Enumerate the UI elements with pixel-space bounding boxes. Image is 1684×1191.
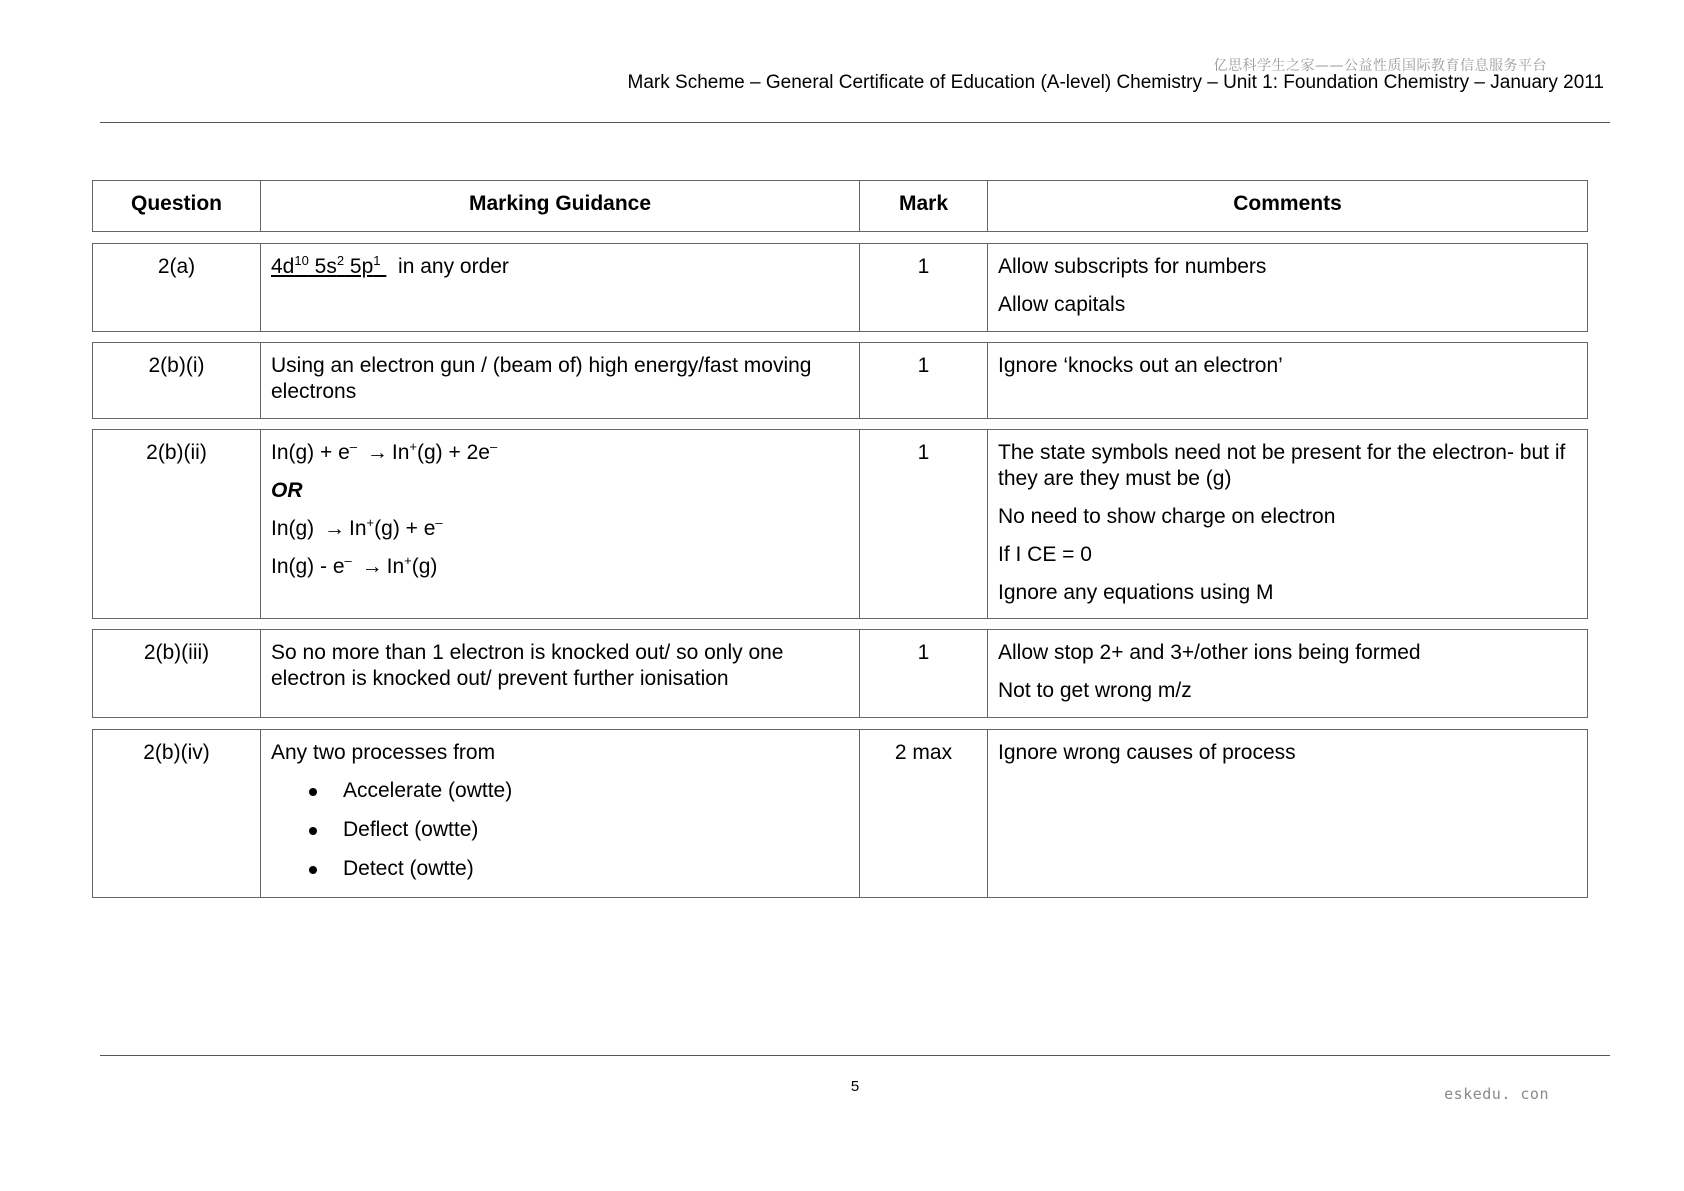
marking-guidance: Using an electron gun / (beam of) high energy/fast moving electrons	[261, 343, 860, 419]
header-rule	[100, 122, 1610, 123]
list-item: Deflect (owtte)	[309, 817, 849, 843]
comment-line: Ignore ‘knocks out an electron’	[998, 354, 1283, 377]
comments-cell	[988, 630, 1588, 718]
marking-guidance	[261, 430, 860, 619]
question-number: 2(b)(i)	[93, 343, 261, 419]
column-header-guidance: Marking Guidance	[261, 181, 860, 232]
comment-line: No need to show charge on electron	[998, 505, 1336, 528]
question-number: 2(b)(iii)	[93, 630, 261, 718]
question-number: 2(b)(ii)	[93, 430, 261, 619]
comments-cell	[988, 343, 1588, 419]
guidance-intro: Any two processes from	[271, 741, 496, 764]
ionisation-equation: In(g) - e– → In+(g)	[271, 553, 438, 578]
mark-value: 1	[860, 430, 988, 619]
list-item: Accelerate (owtte)	[309, 778, 849, 804]
column-header-comments: Comments	[988, 181, 1588, 232]
comment-line: Ignore any equations using M	[998, 581, 1274, 604]
header-title: Mark Scheme – General Certificate of Education (A-level) Chemistry – Unit 1: Foundation Chemistry – January 2011	[627, 72, 1604, 93]
comment-line: Allow subscripts for numbers	[998, 255, 1267, 278]
column-header-mark: Mark	[860, 181, 988, 232]
table-row	[92, 342, 1588, 419]
table-row	[92, 429, 1588, 619]
comments-cell	[988, 430, 1588, 619]
mark-value: 1	[860, 244, 988, 332]
or-separator: OR	[271, 479, 303, 502]
mark-value: 1	[860, 630, 988, 718]
process-list	[271, 778, 849, 882]
marking-guidance	[261, 730, 860, 898]
comment-line: The state symbols need not be present for the electron- but if they are they must be (g)	[998, 441, 1566, 490]
comment-line: Allow capitals	[998, 293, 1126, 316]
bullet-icon	[309, 788, 317, 796]
mark-value: 1	[860, 343, 988, 419]
comment-line: If I CE = 0	[998, 543, 1092, 566]
table-row	[92, 729, 1588, 898]
footer-rule	[100, 1055, 1610, 1056]
ionisation-equation: In(g) + e– → In+(g) + 2e–	[271, 439, 498, 464]
column-header-table	[92, 180, 1588, 232]
footer-watermark: eskedu. con	[1444, 1085, 1549, 1103]
marking-guidance	[261, 244, 860, 332]
right-arrow-icon: →	[366, 441, 388, 464]
comments-cell	[988, 730, 1588, 898]
page-number: 5	[850, 1078, 860, 1095]
electron-configuration: $4d^{10}$ $5s^2$ $5p^1$	[271, 253, 381, 278]
comments-cell	[988, 244, 1588, 332]
right-arrow-icon: →	[324, 517, 346, 540]
header-watermark: 亿思科学生之家——公益性质国际教育信息服务平台	[1213, 58, 1547, 74]
comment-line: Allow stop 2+ and 3+/other ions being formed	[998, 641, 1421, 664]
column-header-question: Question	[93, 181, 261, 232]
comment-line: Ignore wrong causes of process	[998, 741, 1296, 764]
comment-line: Not to get wrong m/z	[998, 679, 1192, 702]
ionisation-equation: In(g) → In+(g) + e–	[271, 515, 443, 540]
question-number: 2(a)	[93, 244, 261, 332]
table-row	[92, 629, 1588, 718]
mark-value: 2 max	[860, 730, 988, 898]
marking-guidance: So no more than 1 electron is knocked out/ so only one electron is knocked out/ prevent further ionisation	[261, 630, 860, 718]
bullet-icon	[309, 827, 317, 835]
right-arrow-icon: →	[361, 555, 383, 578]
bullet-icon	[309, 866, 317, 874]
list-item: Detect (owtte)	[309, 856, 849, 882]
question-number: 2(b)(iv)	[93, 730, 261, 898]
guidance-suffix: in any order	[398, 255, 509, 278]
table-row	[92, 243, 1588, 332]
